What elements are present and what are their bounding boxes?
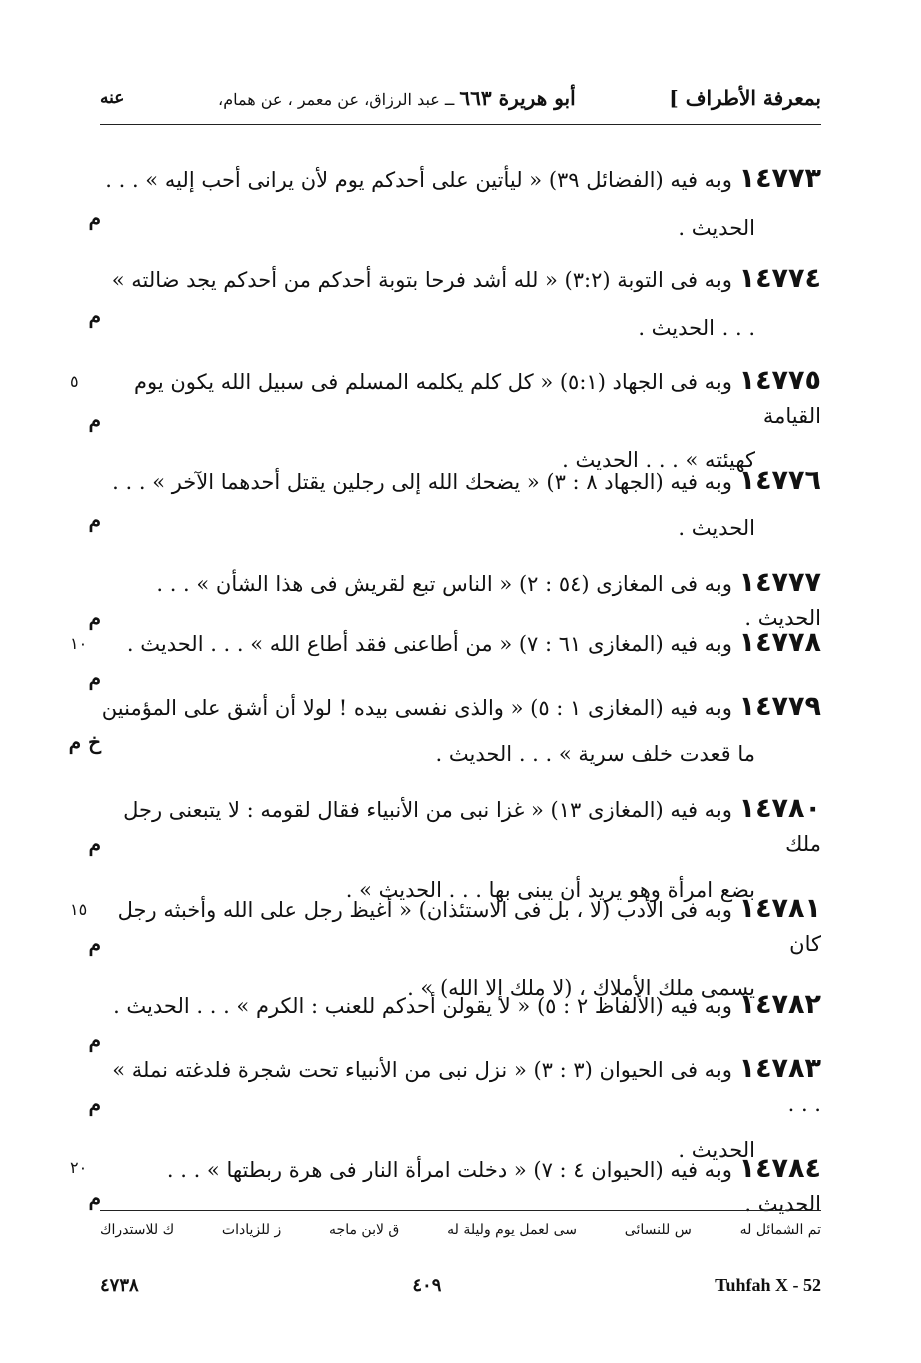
entry-continuation: الحديث . xyxy=(678,1138,755,1162)
entry-text: وبه فى التوبة (٣:٢) « لله أشد فرحا بتوبة أحدكم من أحدكم يجد ضالته » xyxy=(111,268,739,292)
entry-continuation: الحديث . xyxy=(678,516,755,540)
hadith-entry xyxy=(100,566,821,635)
header-left: عنه xyxy=(100,88,125,108)
entry-number: ١٤٧٨١ xyxy=(738,893,821,924)
abbreviation-item: تم الشمائل له xyxy=(739,1222,821,1238)
entry-continuation: يسمى ملك الأملاك ، (لا ملك إلا الله) » . xyxy=(407,976,755,1000)
running-header xyxy=(100,78,821,118)
margin-line-number: ١٠ xyxy=(70,634,88,653)
entry-text: وبه فيه (الألفاظ ٢ : ٥) « لا يقولن أحدكم للعنب : الكرم » . . . الحديث . xyxy=(113,994,739,1018)
margin-line-number: ١٥ xyxy=(70,900,88,919)
footnote-rule xyxy=(100,1210,821,1211)
entry-marker: م xyxy=(88,206,101,230)
entry-marker: م xyxy=(88,666,101,690)
abbreviation-item: ز للزيادات xyxy=(221,1222,282,1238)
entry-marker: م xyxy=(88,1186,101,1210)
abbreviation-item: ق لابن ماجه xyxy=(329,1222,400,1238)
footer-serial-number: ٤٧٣٨ xyxy=(100,1275,139,1296)
abbreviation-key xyxy=(100,1222,821,1238)
entry-text: وبه فيه (المغازى ٦١ : ٧) « من أطاعنى فقد أطاع الله » . . . الحديث . xyxy=(126,632,739,656)
entry-marker: م xyxy=(88,1092,101,1116)
abbreviation-item: سى لعمل يوم وليلة له xyxy=(447,1222,577,1238)
entry-number: ١٤٧٨٤ xyxy=(738,1153,821,1184)
header-middle-small: ــ عبد الرزاق، عن معمر ، عن همام، xyxy=(218,90,460,109)
entry-text: وبه فيه (المغازى ١٣) « غزا نبى من الأنبياء فقال لقومه : لا يتبعنى رجل ملك xyxy=(123,798,821,856)
entry-number: ١٤٧٧٧ xyxy=(738,567,821,598)
hadith-entry xyxy=(100,364,821,477)
entry-text: وبه فى الجهاد (٥:١) « كل كلم يكلمه المسلم فى سبيل الله يكون يوم القيامة xyxy=(134,370,821,428)
hadith-entry xyxy=(100,464,821,545)
entry-marker: م xyxy=(88,606,101,630)
entry-marker: م xyxy=(88,832,101,856)
entry-continuation: الحديث . xyxy=(678,216,755,240)
hadith-entry xyxy=(100,262,821,345)
entry-number: ١٤٧٨٠ xyxy=(738,793,821,824)
entry-text: وبه فيه (الحيوان ٤ : ٧) « دخلت امرأة النار فى هرة ربطتها » . . . الحديث . xyxy=(166,1158,821,1216)
entry-continuation: . . . الحديث . xyxy=(638,316,755,340)
entry-number: ١٤٧٨٢ xyxy=(738,989,821,1020)
page-number: ٤٠٩ xyxy=(412,1275,442,1296)
entry-text: وبه فى الأدب (لا ، بل فى الاستئذان) « أغيظ رجل على الله وأخبثه رجل كان xyxy=(117,898,821,956)
entry-number: ١٤٧٧٤ xyxy=(738,263,821,294)
entry-text: وبه فيه (الفضائل ٣٩) « ليأتين على أحدكم يوم لأن يرانى أحب إليه » . . . xyxy=(105,168,739,192)
entry-text: وبه فى المغازى (٥٤ : ٢) « الناس تبع لقريش فى هذا الشأن » . . . الحديث . xyxy=(156,572,821,630)
header-middle-bold: أبو هريرة ٦٦٣ xyxy=(459,86,576,110)
abbreviation-item: ك للاستدراك xyxy=(100,1222,175,1238)
header-right: بمعرفة الأطراف ] xyxy=(669,86,821,110)
entry-number: ١٤٧٧٣ xyxy=(738,163,821,194)
entry-marker: خ م xyxy=(68,730,101,754)
entry-marker: م xyxy=(88,408,101,432)
entry-number: ١٤٧٧٨ xyxy=(738,627,821,658)
margin-line-number: ٢٠ xyxy=(70,1158,88,1177)
entry-marker: م xyxy=(88,1028,101,1052)
entry-text: وبه فى الحيوان (٣ : ٣) « نزل نبى من الأنبياء تحت شجرة فلدغته نملة » . . . xyxy=(112,1058,821,1116)
entry-number: ١٤٧٧٦ xyxy=(738,465,821,496)
entry-text: وبه فيه (المغازى ١ : ٥) « والذى نفسى بيده ! لولا أن أشق على المؤمنين xyxy=(101,696,739,720)
hadith-entry xyxy=(100,690,821,771)
hadith-entry xyxy=(100,988,821,1023)
entry-marker: م xyxy=(88,508,101,532)
hadith-entry xyxy=(100,626,821,661)
hadith-entry xyxy=(100,162,821,245)
entry-marker: م xyxy=(88,304,101,328)
entry-continuation: بضع امرأة وهو يريد أن يبنى بها . . . الحديث » . xyxy=(345,878,755,902)
hadith-entry xyxy=(100,1052,821,1167)
header-middle xyxy=(218,86,576,110)
entry-number: ١٤٧٨٣ xyxy=(738,1053,821,1084)
entry-number: ١٤٧٧٥ xyxy=(738,365,821,396)
hadith-entry xyxy=(100,792,821,907)
volume-label: Tuhfah X - 52 xyxy=(715,1275,821,1295)
entry-continuation: كهيئته » . . . الحديث . xyxy=(562,448,755,472)
abbreviation-item: س للنسائى xyxy=(624,1222,692,1238)
entry-text: وبه فيه (الجهاد ٨ : ٣) « يضحك الله إلى رجلين يقتل أحدهما الآخر » . . . xyxy=(112,470,739,494)
header-rule xyxy=(100,124,821,125)
entry-marker: م xyxy=(88,932,101,956)
entry-number: ١٤٧٧٩ xyxy=(738,691,821,722)
margin-line-number: ٥ xyxy=(70,372,79,391)
page-footer xyxy=(100,1275,821,1296)
entry-continuation: ما قعدت خلف سرية » . . . الحديث . xyxy=(435,742,755,766)
